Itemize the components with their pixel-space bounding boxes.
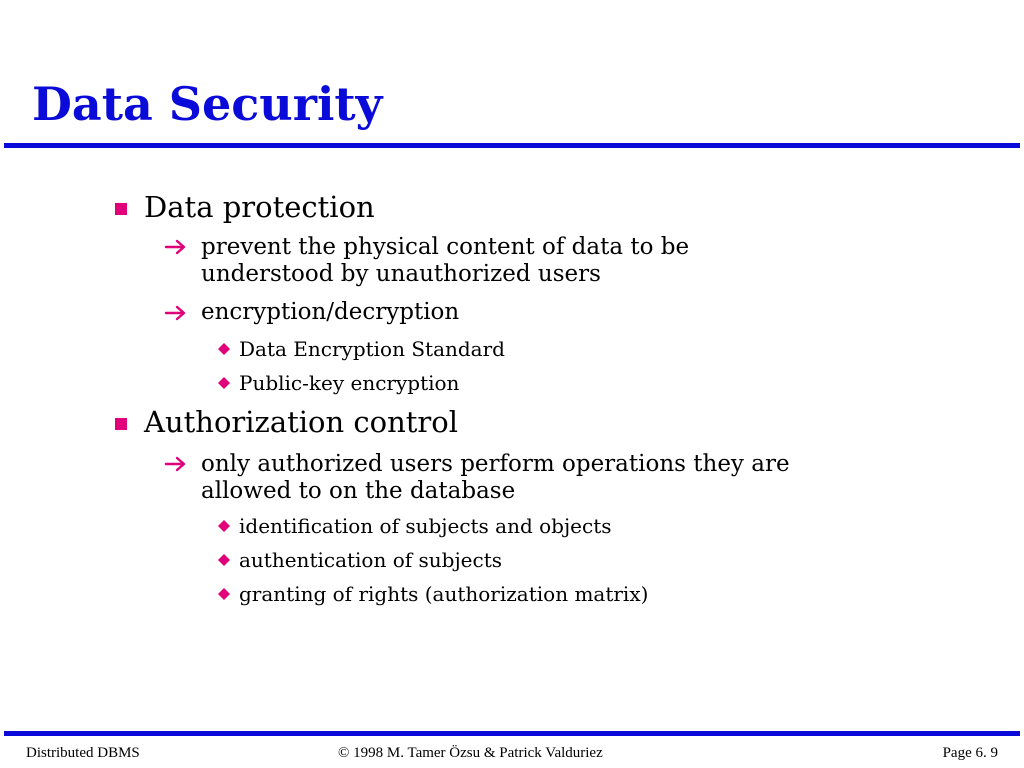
diamond-bullet-icon <box>218 554 230 566</box>
bullet-heading: Authorization control <box>144 405 459 439</box>
arrow-right-icon <box>164 238 188 256</box>
sub-bullet-text: only authorized users perform operations they are <box>201 451 790 477</box>
diamond-bullet-icon <box>218 343 230 355</box>
sub-bullet-text: allowed to on the database <box>201 478 516 504</box>
list-item: identification of subjects and objects <box>239 514 612 538</box>
diamond-bullet-icon <box>218 588 230 600</box>
footer-divider <box>4 731 1020 736</box>
arrow-right-icon <box>164 304 188 322</box>
list-item: granting of rights (authorization matrix) <box>239 582 649 606</box>
diamond-bullet-icon <box>218 520 230 532</box>
square-bullet-icon <box>115 418 127 430</box>
diamond-bullet-icon <box>218 377 230 389</box>
list-item: Public-key encryption <box>239 371 460 395</box>
bullet-heading: Data protection <box>144 190 375 224</box>
slide-title: Data Security <box>32 77 383 131</box>
arrow-right-icon <box>164 455 188 473</box>
list-item: authentication of subjects <box>239 548 502 572</box>
footer-page-number: Page 6. 9 <box>942 745 998 761</box>
square-bullet-icon <box>115 203 127 215</box>
footer-copyright: © 1998 M. Tamer Özsu & Patrick Valduriez <box>338 745 603 761</box>
sub-bullet-text: prevent the physical content of data to be <box>201 234 690 260</box>
list-item: Data Encryption Standard <box>239 337 505 361</box>
sub-bullet-text: understood by unauthorized users <box>201 261 601 287</box>
sub-bullet-text: encryption/decryption <box>201 299 460 325</box>
footer-course: Distributed DBMS <box>26 745 140 761</box>
